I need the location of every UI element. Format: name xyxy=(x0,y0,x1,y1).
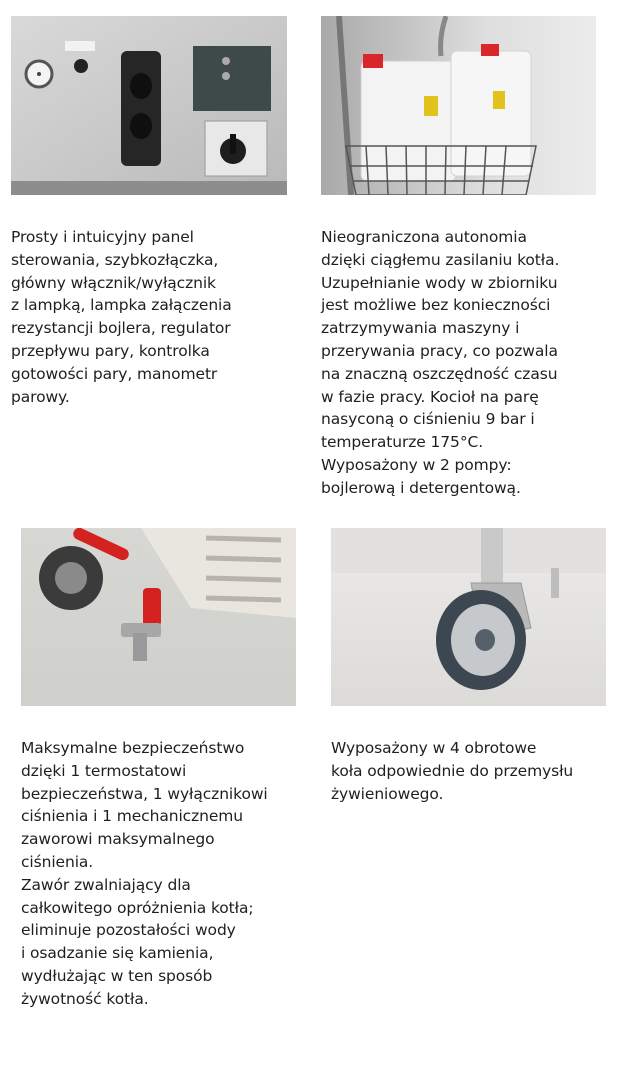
swivel-wheel-photo xyxy=(331,528,606,706)
autonomy-description: Nieograniczona autonomia dzięki ciągłemu zasilaniu kotła. Uzupełnianie wody w zbiorniku jest możliwe bez konieczności zatrzymywania maszyny i przerywania pracy, co pozwala na znaczną oszczędność czasu w fazie pracy. Kocioł na parę nasyconą o ciśnieniu 9 bar i temperaturze 175°C. Wyposażony w 2 pompy: bojlerową i detergentową. xyxy=(321,228,560,497)
drain-valve-photo xyxy=(21,528,296,706)
water-tanks-photo xyxy=(321,16,596,195)
safety-description: Maksymalne bezpieczeństwo dzięki 1 termostatowi bezpieczeństwa, 1 wyłącznikowi ciśnienia i 1 mechanicznemu zaworowi maksymalnego ciśnienia. Zawór zwalniający dla całkowitego opróżnienia kotła; eliminuje pozostałości wody i osadzanie się kamienia, wydłużając w ten sposób żywotność kotła. xyxy=(21,739,268,1008)
wheels-description: Wyposażony w 4 obrotowe koła odpowiednie do przemysłu żywieniowego. xyxy=(331,739,574,803)
control-panel-description: Prosty i intuicyjny panel sterowania, szybkozłączka, główny włącznik/wyłącznik z lampką, lampka załączenia rezystancji bojlera, regulator przepływu pary, kontrolka gotowości pary, manometr parowy. xyxy=(11,228,232,406)
control-panel-photo xyxy=(11,16,287,195)
